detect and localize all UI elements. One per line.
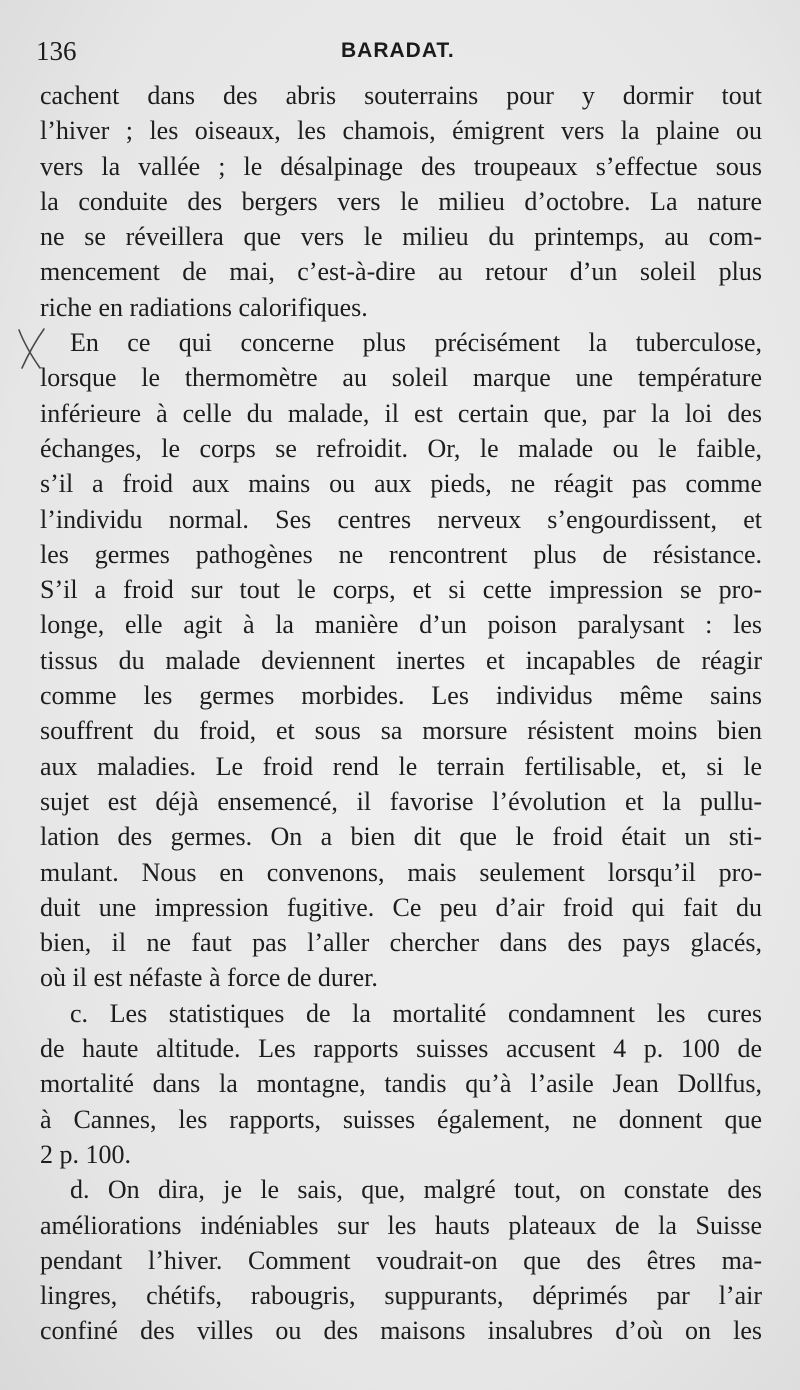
text-line: l’hiver ; les oiseaux, les chamois, émigrent vers la plaine ou <box>40 116 762 146</box>
running-head: BARADAT. <box>341 39 455 62</box>
text-line: En ce qui concerne plus précisément la tuberculose, <box>70 328 762 358</box>
text-line: mortalité dans la montagne, tandis qu’à l’asile Jean Dollfus, <box>40 1069 762 1099</box>
text-line: inférieure à celle du malade, il est certain que, par la loi des <box>40 398 762 428</box>
text-line: ne se réveillera que vers le milieu du printemps, au com- <box>40 222 762 252</box>
text-line: riche en radiations calorifiques. <box>40 292 368 322</box>
text-line: lingres, chétifs, rabougris, suppurants, déprimés par l’air <box>40 1281 762 1311</box>
text-line: d. On dira, je le sais, que, malgré tout, on constate des <box>70 1175 762 1205</box>
text-line: souffrent du froid, et sous sa morsure résistent moins bien <box>40 716 762 746</box>
text-line: de haute altitude. Les rapports suisses accusent 4 p. 100 de <box>40 1034 762 1064</box>
text-line: bien, il ne faut pas l’aller chercher dans des pays glacés, <box>40 928 762 958</box>
text-line: vers la vallée ; le désalpinage des troupeaux s’effectue sous <box>40 151 762 181</box>
text-line: c. Les statistiques de la mortalité condamnent les cures <box>70 998 762 1028</box>
text-line: aux maladies. Le froid rend le terrain fertilisable, et, si le <box>40 751 762 781</box>
text-line: à Cannes, les rapports, suisses également, ne donnent que <box>40 1104 762 1134</box>
text-line: mencement de mai, c’est-à-dire au retour d’un soleil plus <box>40 257 762 287</box>
text-line: lation des germes. On a bien dit que le froid était un sti- <box>40 822 762 852</box>
text-line: tissus du malade deviennent inertes et incapables de réagir <box>40 645 762 675</box>
text-line: duit une impression fugitive. Ce peu d’air froid qui fait du <box>40 892 762 922</box>
text-line: cachent dans des abris souterrains pour y dormir tout <box>40 81 762 110</box>
text-line: confiné des villes ou des maisons insalubres d’où on les <box>40 1316 762 1346</box>
text-line: améliorations indéniables sur les hauts plateaux de la Suisse <box>40 1210 762 1240</box>
text-line: S’il a froid sur tout le corps, et si cette impression se pro- <box>40 575 762 605</box>
body-text <box>40 78 762 1349</box>
page-number: 136 <box>36 36 77 66</box>
page-header <box>36 36 736 76</box>
text-line: où il est néfaste à force de durer. <box>40 963 378 993</box>
text-line: 2 p. 100. <box>40 1139 131 1169</box>
text-line: comme les germes morbides. Les individus même sains <box>40 681 762 711</box>
text-line: lorsque le thermomètre au soleil marque une température <box>40 363 762 393</box>
text-line: la conduite des bergers vers le milieu d’octobre. La nature <box>40 186 762 216</box>
text-line: pendant l’hiver. Comment voudrait-on que des êtres ma- <box>40 1245 762 1275</box>
text-line: s’il a froid aux mains ou aux pieds, ne réagit pas comme <box>40 469 762 499</box>
text-line: longe, elle agit à la manière d’un poison paralysant : les <box>40 610 762 640</box>
text-line: sujet est déjà ensemencé, il favorise l’évolution et la pullu- <box>40 786 762 816</box>
text-line: les germes pathogènes ne rencontrent plus de résistance. <box>40 539 762 569</box>
text-line: l’individu normal. Ses centres nerveux s’engourdissent, et <box>40 504 762 534</box>
text-line: échanges, le corps se refroidit. Or, le malade ou le faible, <box>40 433 762 463</box>
text-line: mulant. Nous en convenons, mais seulement lorsqu’il pro- <box>40 857 762 887</box>
